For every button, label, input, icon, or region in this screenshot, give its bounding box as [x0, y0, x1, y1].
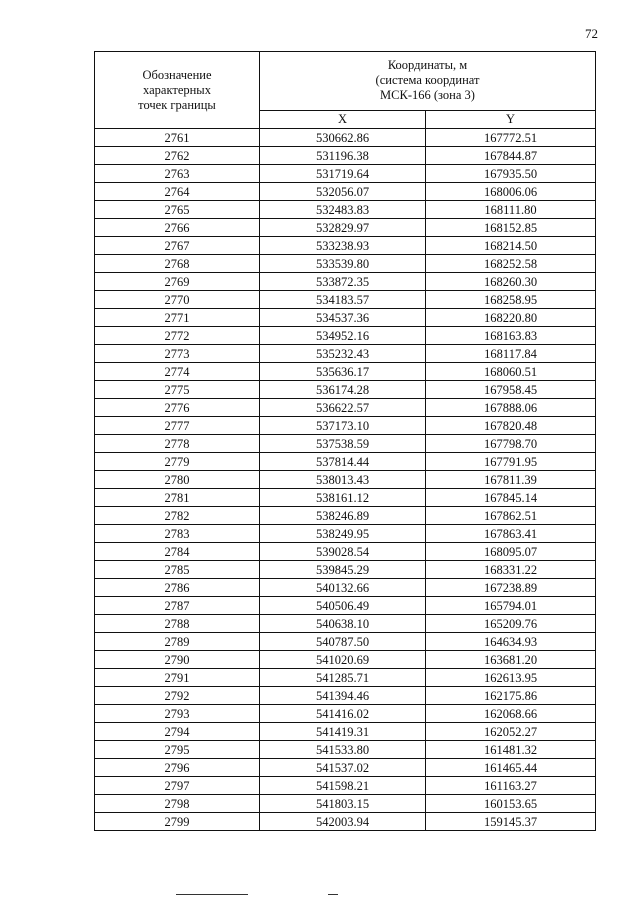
y-coordinate-cell: 163681.20 [426, 651, 596, 669]
table-row [95, 417, 596, 435]
x-coordinate-cell: 537173.10 [260, 417, 426, 435]
table-row [95, 129, 596, 147]
x-coordinate-cell: 534952.16 [260, 327, 426, 345]
y-coordinate-cell: 168095.07 [426, 543, 596, 561]
y-coordinate-cell: 167798.70 [426, 435, 596, 453]
x-coordinate-cell: 533238.93 [260, 237, 426, 255]
y-coordinate-cell: 168214.50 [426, 237, 596, 255]
table-row [95, 777, 596, 795]
point-number-cell: 2792 [95, 687, 260, 705]
x-coordinate-cell: 541416.02 [260, 705, 426, 723]
x-coordinate-cell: 541537.02 [260, 759, 426, 777]
x-coordinate-cell: 531196.38 [260, 147, 426, 165]
x-coordinate-cell: 532056.07 [260, 183, 426, 201]
y-coordinate-cell: 168260.30 [426, 273, 596, 291]
table-row [95, 507, 596, 525]
x-coordinate-cell: 542003.94 [260, 813, 426, 831]
point-number-cell: 2789 [95, 633, 260, 651]
x-coordinate-cell: 538013.43 [260, 471, 426, 489]
point-number-cell: 2774 [95, 363, 260, 381]
x-coordinate-cell: 541533.80 [260, 741, 426, 759]
x-coordinate-cell: 530662.86 [260, 129, 426, 147]
point-number-cell: 2766 [95, 219, 260, 237]
point-number-cell: 2798 [95, 795, 260, 813]
x-coordinate-cell: 539028.54 [260, 543, 426, 561]
x-coordinate-cell: 531719.64 [260, 165, 426, 183]
header-x: X [260, 110, 426, 128]
y-coordinate-cell: 167772.51 [426, 129, 596, 147]
y-coordinate-cell: 168252.58 [426, 255, 596, 273]
point-number-cell: 2763 [95, 165, 260, 183]
page-number: 72 [585, 26, 598, 41]
point-number-cell: 2780 [95, 471, 260, 489]
table-row [95, 399, 596, 417]
point-number-cell: 2787 [95, 597, 260, 615]
point-number-cell: 2779 [95, 453, 260, 471]
table-row [95, 345, 596, 363]
x-coordinate-cell: 540787.50 [260, 633, 426, 651]
x-coordinate-cell: 534183.57 [260, 291, 426, 309]
point-number-cell: 2767 [95, 237, 260, 255]
point-number-cell: 2797 [95, 777, 260, 795]
table-row [95, 615, 596, 633]
table-row [95, 273, 596, 291]
point-number-cell: 2791 [95, 669, 260, 687]
y-coordinate-cell: 162068.66 [426, 705, 596, 723]
table-row [95, 489, 596, 507]
y-coordinate-cell: 168220.80 [426, 309, 596, 327]
y-coordinate-cell: 167935.50 [426, 165, 596, 183]
y-coordinate-cell: 162052.27 [426, 723, 596, 741]
point-number-cell: 2796 [95, 759, 260, 777]
point-number-cell: 2776 [95, 399, 260, 417]
y-coordinate-cell: 167791.95 [426, 453, 596, 471]
header-coordinates-text: Координаты, м (система координат МСК-166 (зона 3) [375, 58, 480, 103]
point-number-cell: 2788 [95, 615, 260, 633]
y-coordinate-cell: 167862.51 [426, 507, 596, 525]
header-y: Y [426, 110, 596, 128]
y-coordinate-cell: 165209.76 [426, 615, 596, 633]
table-row [95, 813, 596, 831]
y-coordinate-cell: 167811.39 [426, 471, 596, 489]
table-row [95, 687, 596, 705]
y-coordinate-cell: 161481.32 [426, 741, 596, 759]
point-number-cell: 2799 [95, 813, 260, 831]
point-number-cell: 2781 [95, 489, 260, 507]
table-row [95, 471, 596, 489]
x-coordinate-cell: 541803.15 [260, 795, 426, 813]
table-row [95, 327, 596, 345]
x-coordinate-cell: 538161.12 [260, 489, 426, 507]
y-coordinate-cell: 159145.37 [426, 813, 596, 831]
coordinates-table [94, 51, 596, 831]
point-number-cell: 2761 [95, 129, 260, 147]
y-coordinate-cell: 160153.65 [426, 795, 596, 813]
x-coordinate-cell: 540638.10 [260, 615, 426, 633]
y-coordinate-cell: 168006.06 [426, 183, 596, 201]
x-coordinate-cell: 540132.66 [260, 579, 426, 597]
y-coordinate-cell: 167820.48 [426, 417, 596, 435]
point-number-cell: 2790 [95, 651, 260, 669]
y-coordinate-cell: 167238.89 [426, 579, 596, 597]
y-coordinate-cell: 168331.22 [426, 561, 596, 579]
header-coordinates [260, 52, 596, 111]
table-row [95, 255, 596, 273]
table-row [95, 759, 596, 777]
x-coordinate-cell: 540506.49 [260, 597, 426, 615]
point-number-cell: 2765 [95, 201, 260, 219]
y-coordinate-cell: 161465.44 [426, 759, 596, 777]
header-designation-text: Обозначение характерных точек границы [138, 67, 216, 112]
point-number-cell: 2785 [95, 561, 260, 579]
point-number-cell: 2777 [95, 417, 260, 435]
table-row [95, 381, 596, 399]
table-row [95, 579, 596, 597]
y-coordinate-cell: 168163.83 [426, 327, 596, 345]
y-coordinate-cell: 164634.93 [426, 633, 596, 651]
footer-line-right [328, 894, 338, 895]
y-coordinate-cell: 167888.06 [426, 399, 596, 417]
point-number-cell: 2782 [95, 507, 260, 525]
point-number-cell: 2775 [95, 381, 260, 399]
x-coordinate-cell: 532483.83 [260, 201, 426, 219]
table-row [95, 309, 596, 327]
point-number-cell: 2772 [95, 327, 260, 345]
table-row [95, 237, 596, 255]
y-coordinate-cell: 162175.86 [426, 687, 596, 705]
x-coordinate-cell: 541020.69 [260, 651, 426, 669]
table-row [95, 363, 596, 381]
x-coordinate-cell: 534537.36 [260, 309, 426, 327]
x-coordinate-cell: 532829.97 [260, 219, 426, 237]
y-coordinate-cell: 162613.95 [426, 669, 596, 687]
point-number-cell: 2768 [95, 255, 260, 273]
point-number-cell: 2793 [95, 705, 260, 723]
point-number-cell: 2795 [95, 741, 260, 759]
y-coordinate-cell: 167845.14 [426, 489, 596, 507]
table-row [95, 147, 596, 165]
point-number-cell: 2764 [95, 183, 260, 201]
x-coordinate-cell: 533872.35 [260, 273, 426, 291]
table-row [95, 741, 596, 759]
x-coordinate-cell: 539845.29 [260, 561, 426, 579]
table-row [95, 705, 596, 723]
point-number-cell: 2786 [95, 579, 260, 597]
point-number-cell: 2762 [95, 147, 260, 165]
y-coordinate-cell: 168060.51 [426, 363, 596, 381]
y-coordinate-cell: 168152.85 [426, 219, 596, 237]
table-row [95, 723, 596, 741]
x-coordinate-cell: 541394.46 [260, 687, 426, 705]
y-coordinate-cell: 168258.95 [426, 291, 596, 309]
y-coordinate-cell: 167844.87 [426, 147, 596, 165]
point-number-cell: 2778 [95, 435, 260, 453]
table-body [95, 129, 596, 831]
x-coordinate-cell: 533539.80 [260, 255, 426, 273]
table-row [95, 669, 596, 687]
table-row [95, 201, 596, 219]
point-number-cell: 2769 [95, 273, 260, 291]
y-coordinate-cell: 161163.27 [426, 777, 596, 795]
x-coordinate-cell: 541285.71 [260, 669, 426, 687]
table-row [95, 561, 596, 579]
table-row [95, 651, 596, 669]
point-number-cell: 2771 [95, 309, 260, 327]
x-coordinate-cell: 536174.28 [260, 381, 426, 399]
point-number-cell: 2783 [95, 525, 260, 543]
x-coordinate-cell: 537814.44 [260, 453, 426, 471]
header-designation [95, 52, 260, 129]
table-row [95, 291, 596, 309]
footer-line-left [176, 894, 248, 895]
x-coordinate-cell: 541598.21 [260, 777, 426, 795]
point-number-cell: 2770 [95, 291, 260, 309]
point-number-cell: 2794 [95, 723, 260, 741]
table-row [95, 183, 596, 201]
table-row [95, 525, 596, 543]
table-row [95, 453, 596, 471]
table-row [95, 165, 596, 183]
table-row [95, 633, 596, 651]
x-coordinate-cell: 536622.57 [260, 399, 426, 417]
table-row [95, 543, 596, 561]
table-row [95, 597, 596, 615]
x-coordinate-cell: 535636.17 [260, 363, 426, 381]
y-coordinate-cell: 168111.80 [426, 201, 596, 219]
y-coordinate-cell: 165794.01 [426, 597, 596, 615]
y-coordinate-cell: 168117.84 [426, 345, 596, 363]
point-number-cell: 2773 [95, 345, 260, 363]
x-coordinate-cell: 538249.95 [260, 525, 426, 543]
y-coordinate-cell: 167958.45 [426, 381, 596, 399]
x-coordinate-cell: 541419.31 [260, 723, 426, 741]
table-row [95, 435, 596, 453]
y-coordinate-cell: 167863.41 [426, 525, 596, 543]
x-coordinate-cell: 537538.59 [260, 435, 426, 453]
table-row [95, 795, 596, 813]
point-number-cell: 2784 [95, 543, 260, 561]
table-row [95, 219, 596, 237]
x-coordinate-cell: 538246.89 [260, 507, 426, 525]
x-coordinate-cell: 535232.43 [260, 345, 426, 363]
